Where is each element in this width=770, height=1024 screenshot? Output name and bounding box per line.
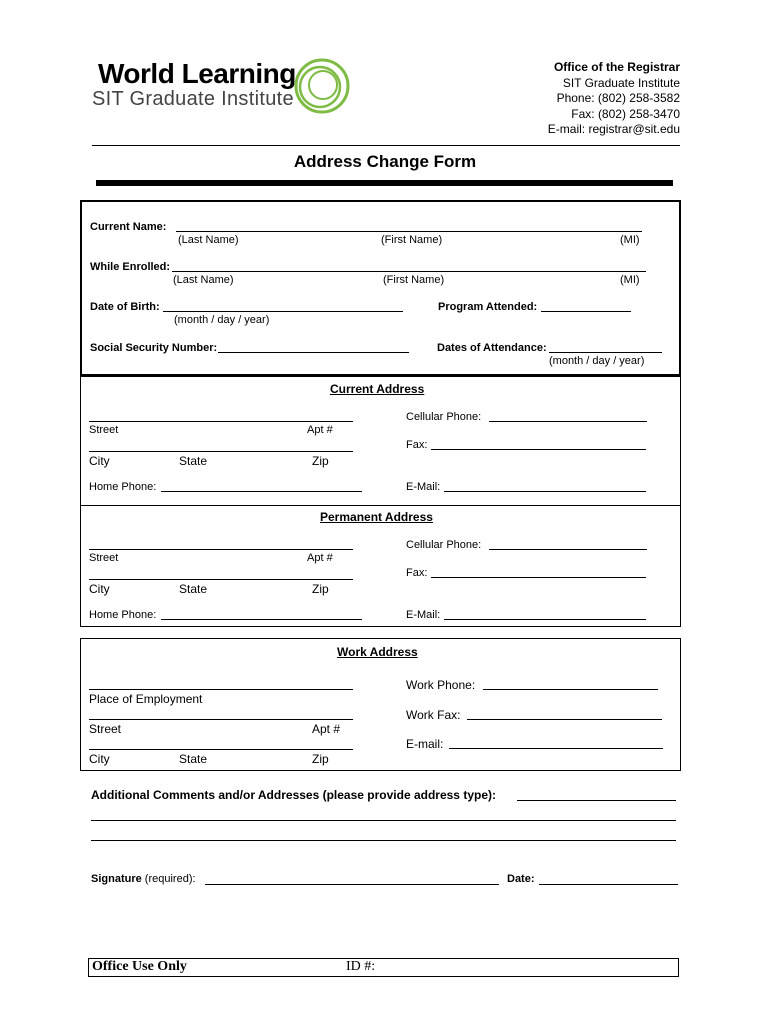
current-zip-label: Zip: [312, 454, 329, 468]
current-city-field[interactable]: [89, 451, 353, 452]
attendance-hint: (month / day / year): [549, 355, 645, 367]
current-name-field[interactable]: [176, 231, 642, 232]
current-address-heading: Current Address: [330, 382, 425, 396]
comments-label: Additional Comments and/or Addresses (please provide address type):: [91, 788, 496, 802]
current-street-field[interactable]: [89, 421, 353, 422]
perm-email-label: E-Mail:: [406, 609, 441, 621]
program-label: Program Attended:: [438, 301, 538, 313]
first-name-hint: (First Name): [381, 234, 443, 246]
form-title: Address Change Form: [293, 152, 477, 171]
perm-home-phone-field[interactable]: [161, 619, 362, 620]
signature-label: Signature: [91, 873, 142, 885]
attendance-field[interactable]: [549, 352, 662, 353]
perm-city-label: City: [89, 582, 110, 596]
header-divider: [92, 145, 680, 146]
office-use-label: Office Use Only: [92, 959, 187, 974]
program-field[interactable]: [541, 311, 631, 312]
date-field[interactable]: [539, 884, 678, 885]
work-zip-label: Zip: [312, 752, 329, 766]
perm-fax-field[interactable]: [431, 577, 646, 578]
date-label: Date:: [507, 873, 535, 885]
work-fax-field[interactable]: [467, 719, 662, 720]
perm-city-field[interactable]: [89, 579, 353, 580]
current-email-field[interactable]: [444, 491, 646, 492]
logo-rings-icon: [292, 56, 352, 116]
mi-hint-2: (MI): [620, 274, 640, 286]
title-bar: [96, 180, 673, 186]
first-name-hint-2: (First Name): [383, 274, 445, 286]
work-employment-field[interactable]: [89, 689, 353, 690]
comments-field-1[interactable]: [517, 800, 676, 801]
perm-home-phone-label: Home Phone:: [89, 609, 157, 621]
dob-hint: (month / day / year): [174, 314, 270, 326]
permanent-address-heading: Permanent Address: [320, 510, 433, 524]
current-home-phone-label: Home Phone:: [89, 481, 157, 493]
mi-hint: (MI): [620, 234, 640, 246]
while-enrolled-label: While Enrolled:: [90, 261, 171, 273]
work-email-field[interactable]: [449, 748, 663, 749]
current-state-label: State: [179, 454, 208, 468]
dob-field[interactable]: [163, 311, 403, 312]
work-employment-label: Place of Employment: [89, 692, 203, 706]
ssn-field[interactable]: [218, 352, 409, 353]
logo-subtitle: SIT Graduate Institute: [92, 88, 294, 110]
attendance-label: Dates of Attendance:: [437, 342, 547, 354]
perm-street-field[interactable]: [89, 549, 353, 550]
perm-email-field[interactable]: [444, 619, 646, 620]
current-street-label: Street: [89, 424, 119, 436]
office-fax: Fax: (802) 258-3470: [571, 106, 680, 121]
work-city-field[interactable]: [89, 749, 353, 750]
work-street-label: Street: [89, 722, 122, 736]
work-address-heading: Work Address: [337, 645, 418, 659]
id-label: ID #:: [346, 959, 376, 974]
office-phone: Phone: (802) 258-3582: [556, 91, 680, 105]
perm-apt-label: Apt #: [307, 552, 333, 564]
current-email-label: E-Mail:: [406, 481, 441, 493]
comments-field-2[interactable]: [91, 820, 676, 821]
current-cell-label: Cellular Phone:: [406, 411, 482, 423]
while-enrolled-field[interactable]: [172, 271, 646, 272]
work-state-label: State: [179, 752, 208, 766]
office-institute: SIT Graduate Institute: [562, 75, 680, 90]
current-apt-label: Apt #: [307, 424, 333, 436]
current-fax-field[interactable]: [431, 449, 646, 450]
work-email-label: E-mail:: [406, 737, 444, 751]
ssn-label: Social Security Number:: [90, 342, 218, 354]
perm-zip-label: Zip: [312, 582, 329, 596]
work-phone-field[interactable]: [483, 689, 658, 690]
office-title: Office of the Registrar: [553, 60, 680, 74]
signature-note: (required):: [144, 873, 196, 885]
perm-state-label: State: [179, 582, 208, 596]
work-apt-label: Apt #: [312, 722, 341, 736]
current-cell-field[interactable]: [489, 421, 647, 422]
current-home-phone-field[interactable]: [161, 491, 362, 492]
last-name-hint-2: (Last Name): [173, 274, 234, 286]
current-name-label: Current Name:: [90, 221, 167, 233]
dob-label: Date of Birth:: [90, 301, 160, 313]
work-street-field[interactable]: [89, 719, 353, 720]
perm-fax-label: Fax:: [406, 567, 428, 579]
signature-field[interactable]: [205, 884, 499, 885]
comments-field-3[interactable]: [91, 840, 676, 841]
perm-cell-field[interactable]: [489, 549, 647, 550]
work-phone-label: Work Phone:: [406, 678, 476, 692]
work-fax-label: Work Fax:: [406, 708, 461, 722]
current-city-label: City: [89, 454, 110, 468]
perm-cell-label: Cellular Phone:: [406, 539, 482, 551]
current-fax-label: Fax:: [406, 439, 428, 451]
perm-street-label: Street: [89, 552, 119, 564]
last-name-hint: (Last Name): [178, 234, 239, 246]
work-city-label: City: [89, 752, 110, 766]
office-email[interactable]: E-mail: registrar@sit.edu: [547, 122, 680, 136]
logo-name: World Learning: [98, 58, 296, 89]
